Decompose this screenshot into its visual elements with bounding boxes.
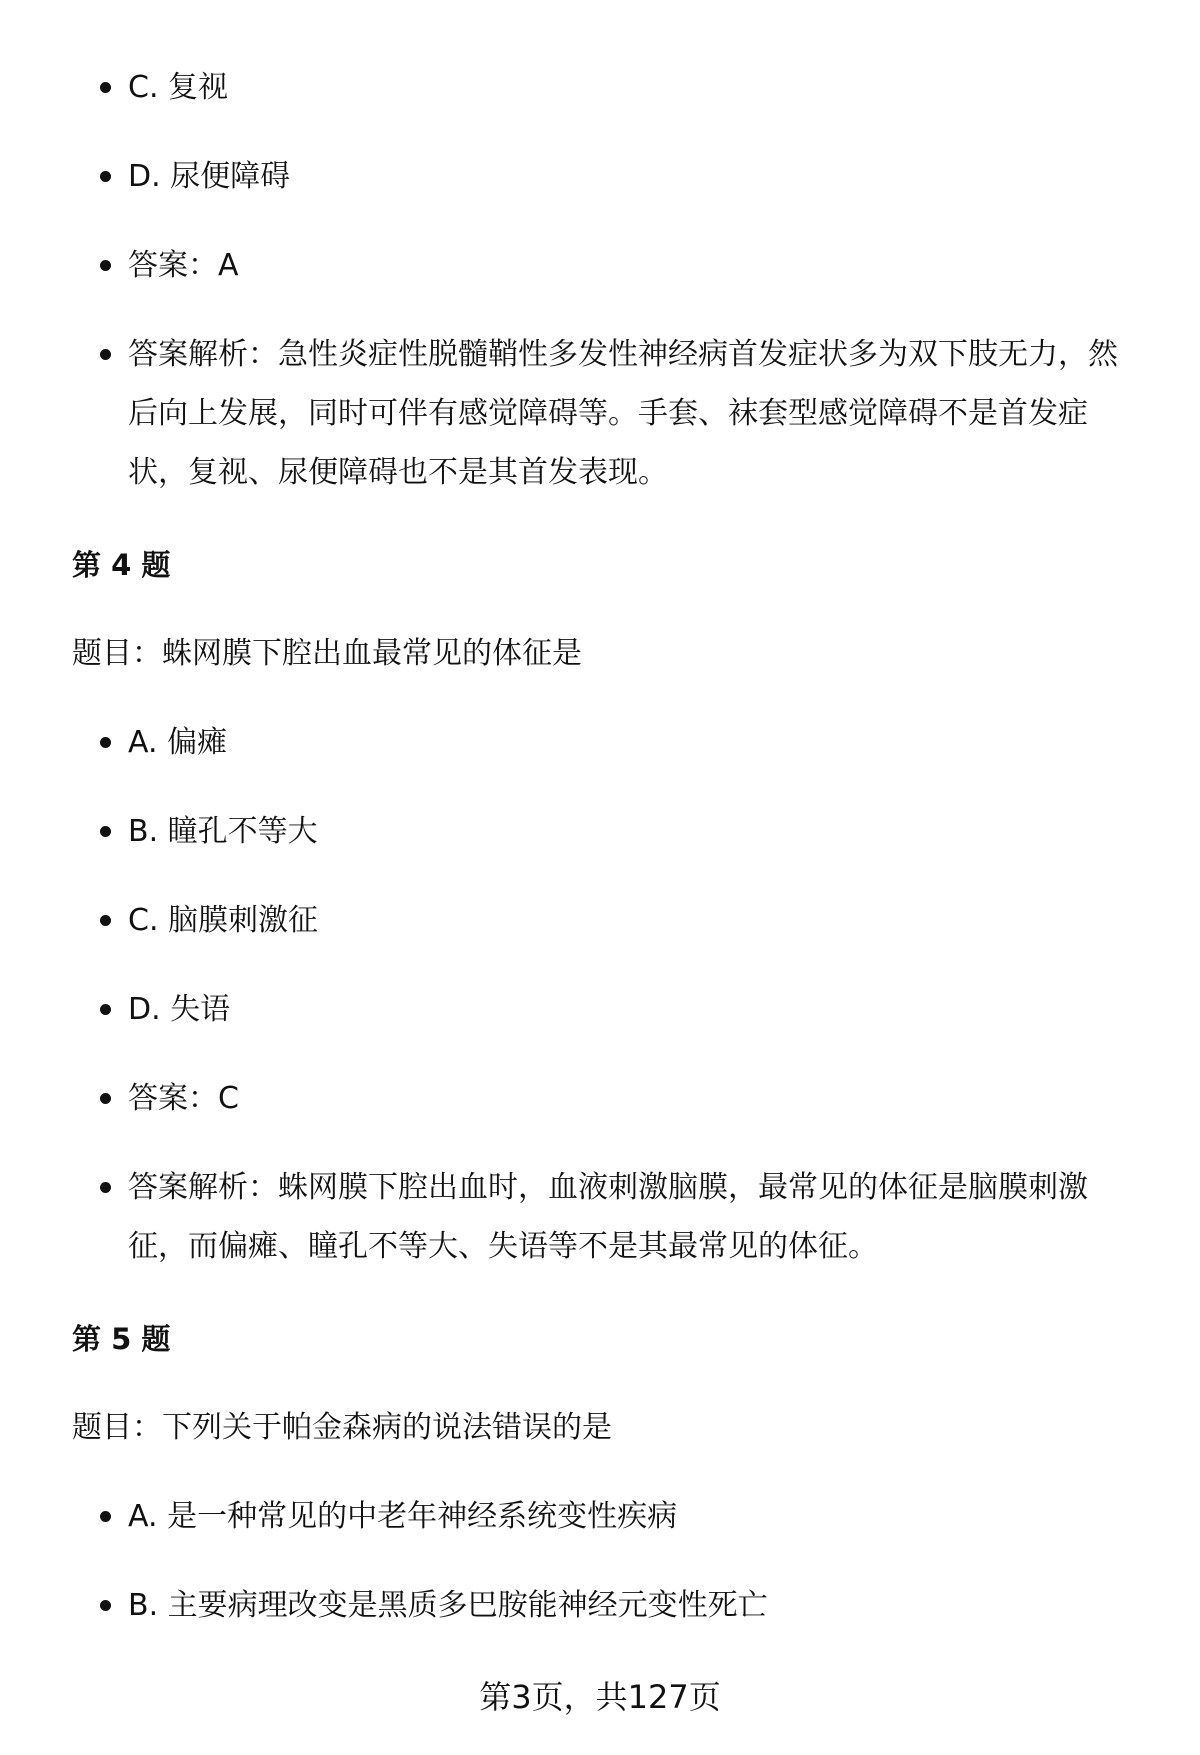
q4-option-d: D. 失语 <box>128 980 1138 1039</box>
q4-stem: 题目：蛛网膜下腔出血最常见的体征是 <box>72 636 582 671</box>
q4-option-b: B. 瞳孔不等大 <box>128 802 1138 861</box>
q3-option-d: D. 尿便障碍 <box>128 147 1138 206</box>
q3-explanation: 答案解析：急性炎症性脱髓鞘性多发性神经病首发症状多为双下肢无力，然后向上发展，同时可伴有感觉障碍等。手套、袜套型感觉障碍不是首发症状，复视、尿便障碍也不是其首发表现。 <box>128 325 1138 502</box>
q4-heading: 第 4 题 <box>72 548 171 582</box>
q5-option-b: B. 主要病理改变是黑质多巴胺能神经元变性死亡 <box>128 1576 1138 1635</box>
q5-option-a: A. 是一种常见的中老年神经系统变性疾病 <box>128 1487 1138 1546</box>
q4-option-a: A. 偏瘫 <box>128 713 1138 772</box>
page-number-footer: 第3页，共127页 <box>479 1678 721 1716</box>
q5-stem: 题目：下列关于帕金森病的说法错误的是 <box>72 1410 612 1445</box>
q4-option-c: C. 脑膜刺激征 <box>128 891 1138 950</box>
q3-option-c: C. 复视 <box>128 58 1138 117</box>
q3-answer: 答案：A <box>128 236 1138 295</box>
q5-heading: 第 5 题 <box>72 1322 171 1356</box>
q4-answer: 答案：C <box>128 1069 1138 1128</box>
q4-explanation: 答案解析：蛛网膜下腔出血时，血液刺激脑膜，最常见的体征是脑膜刺激征，而偏瘫、瞳孔不等大、失语等不是其最常见的体征。 <box>128 1158 1138 1276</box>
